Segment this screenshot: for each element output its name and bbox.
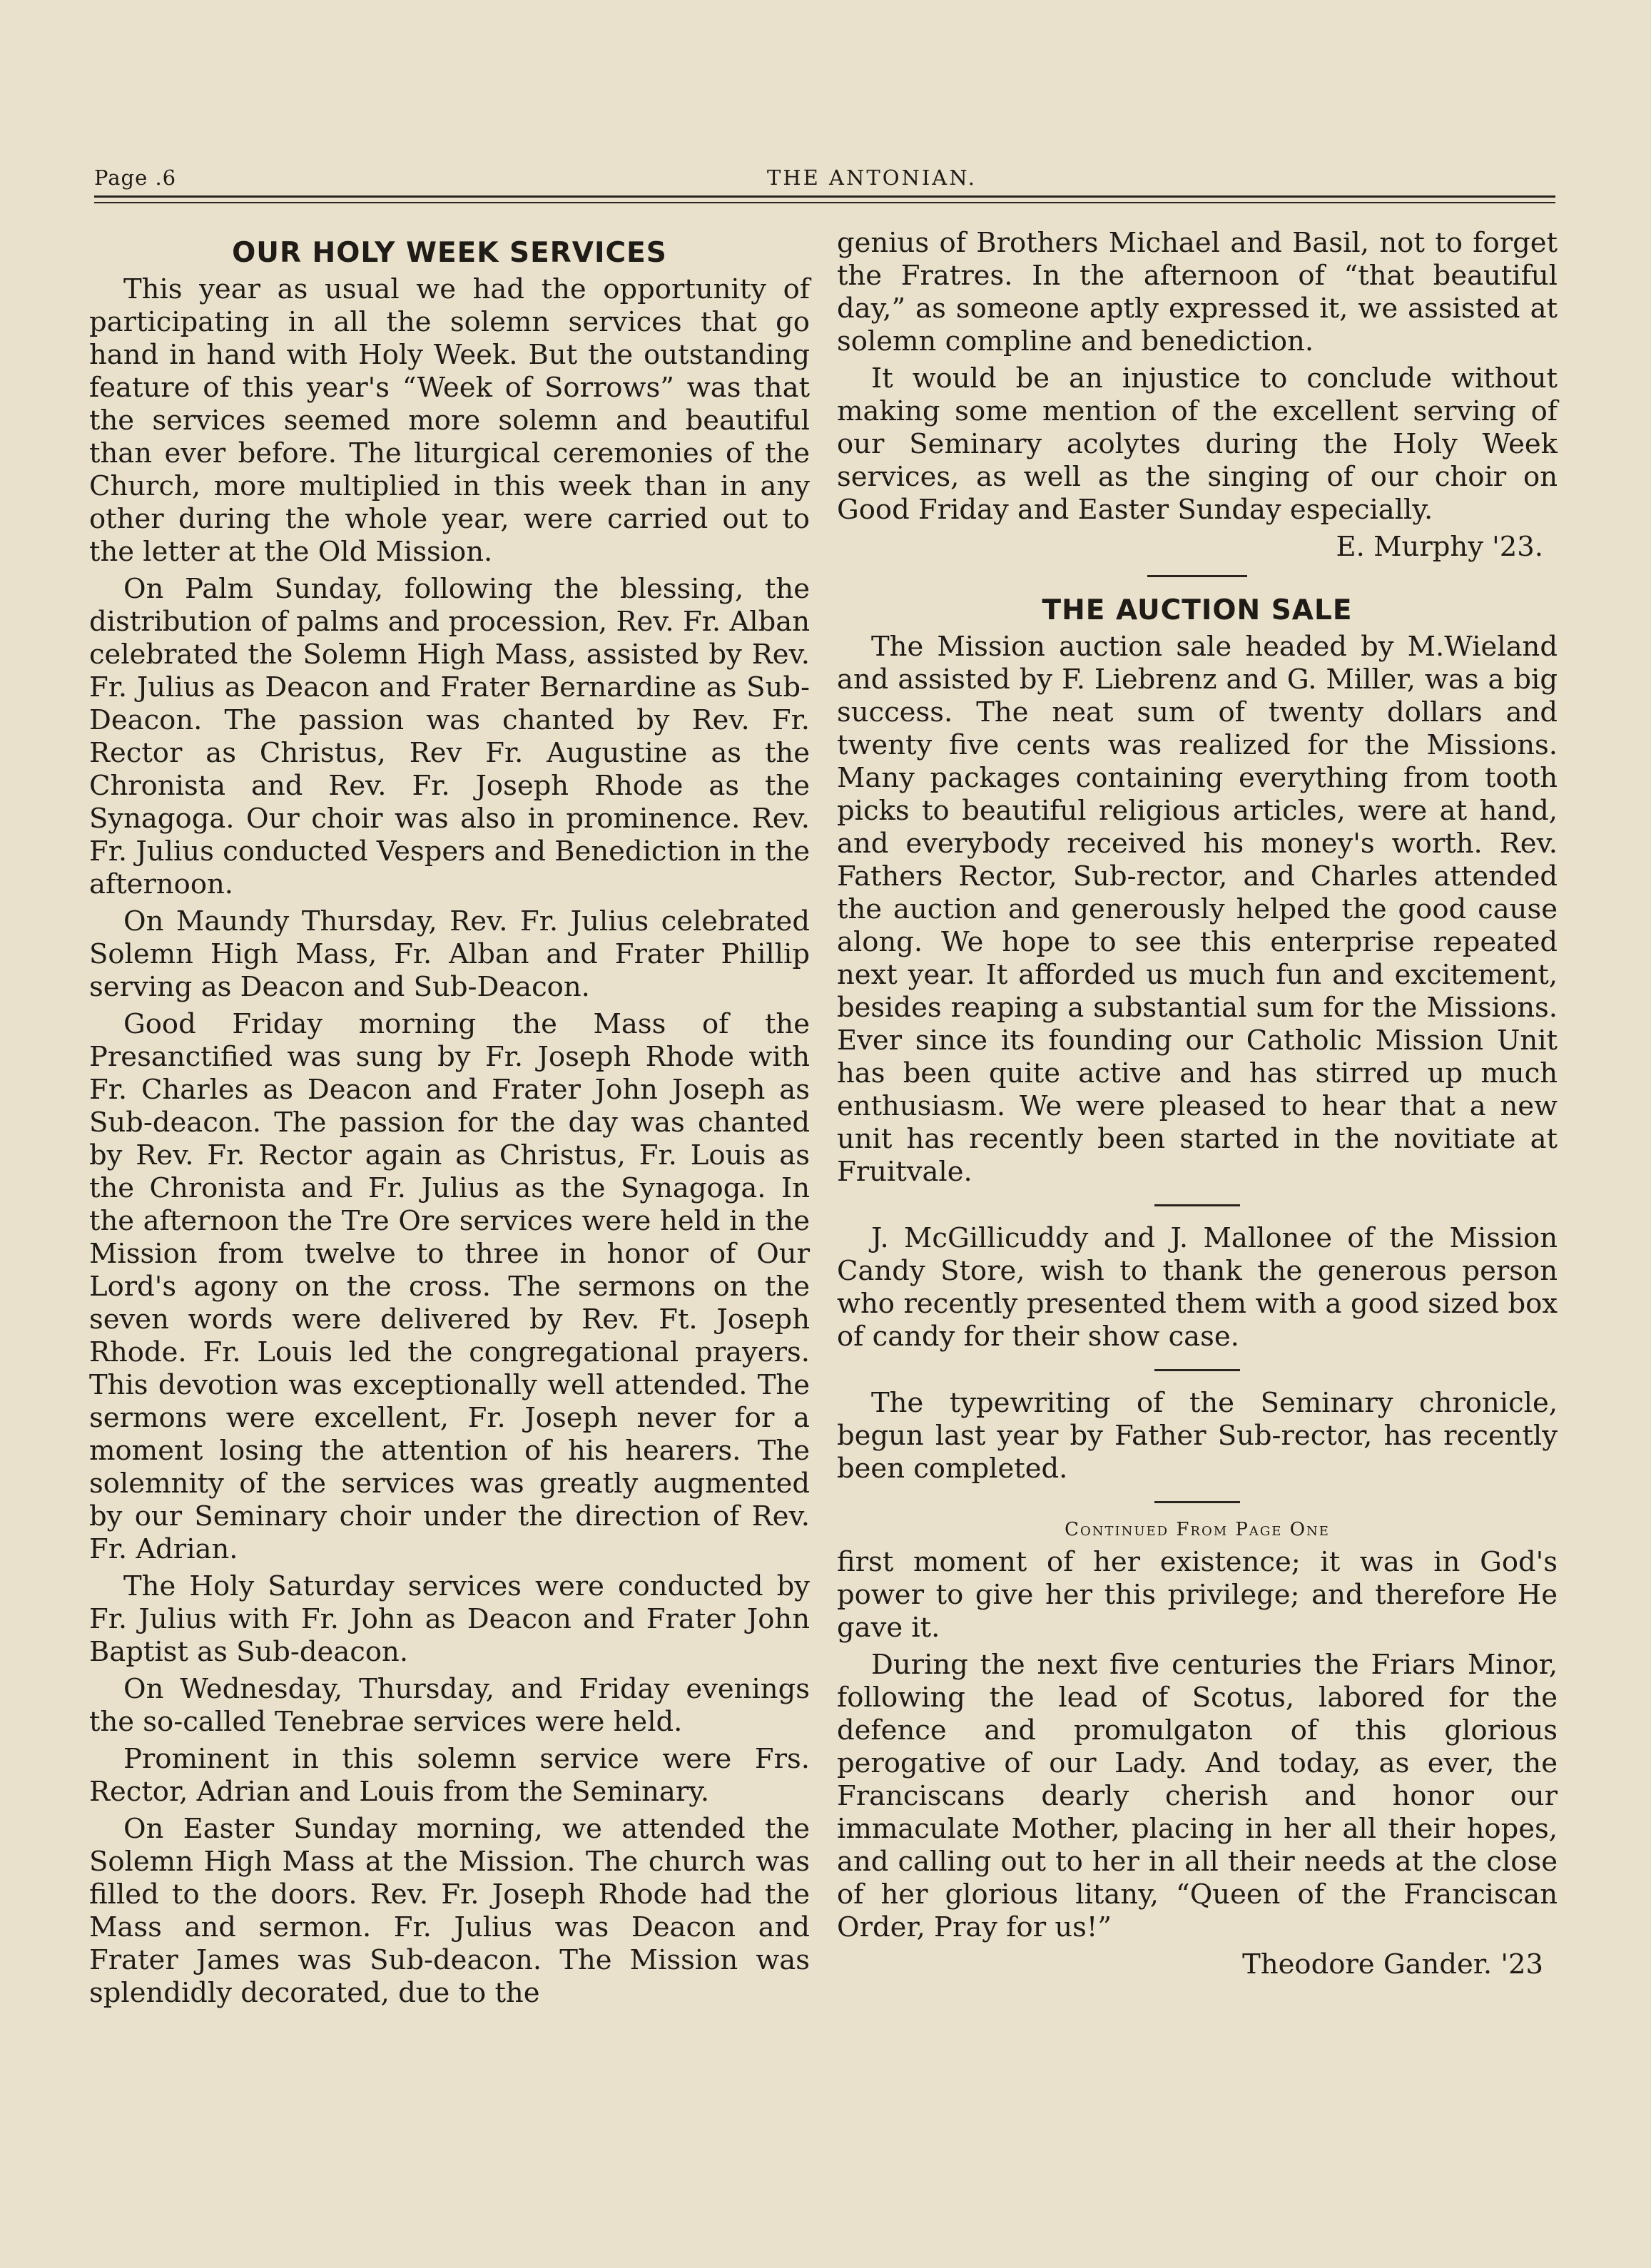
auction-paragraph: The Mission auction sale headed by M.Wieland and assisted by F. Liebrenz and G. Miller, was a big success. The neat sum of twenty dollars and twenty five cents was realized for the Missions. Many packages containing everything from tooth picks to beautiful religious articles, were at hand, and everybody received his money's worth. Rev. Fathers Rector, Sub-rector, and Charles attended the auction and generously helped the good cause along. We hope to see this enterprise repeated next year. It afforded us much fun and excitement, besides reaping a substantial sum for the Missions. Ever since its founding our Catholic Mission Unit has been quite active and has stirred up much enthusiasm. We were pleased to hear that a new unit has recently been started in the novitiate at Fruitvale. <box>837 631 1558 1188</box>
holy-week-paragraph-3: On Maundy Thursday, Rev. Fr. Julius celebrated Solemn High Mass, Fr. Alban and Frater Phillip serving as Deacon and Sub-Deacon. <box>89 905 810 1003</box>
holy-week-paragraph-4: Good Friday morning the Mass of the Presanctified was sung by Fr. Joseph Rhode with Fr. Charles as Deacon and Frater John Joseph as Sub-deacon. The passion for the day was chanted by Rev. Fr. Rector again as Christus, Fr. Louis as the Chronista and Fr. Julius as the Synagoga. In the afternoon the Tre Ore services were held in the Mission from twelve to three in honor of Our Lord's agony on the cross. The sermons on the seven words were delivered by Rev. Ft. Joseph Rhode. Fr. Louis led the congregational prayers. This devotion was exceptionally well attended. The sermons were excellent, Fr. Joseph never for a moment losing the attention of his hearers. The solemnity of the services was greatly augmented by our Seminary choir under the direction of Rev. Fr. Adrian. <box>89 1008 810 1565</box>
continued-paragraph-1: first moment of her existence; it was in God's power to give her this privilege; and therefore He gave it. <box>837 1546 1558 1644</box>
candy-store-paragraph: J. McGillicuddy and J. Mallonee of the Mission Candy Store, wish to thank the generous person who recently presented them with a good sized box of candy for their show case. <box>837 1222 1558 1353</box>
holy-week-paragraph-1: This year as usual we had the opportunity of participating in all the solemn services that go hand in hand with Holy Week. But the outstanding feature of this year's “Week of Sorrows” was that the services seemed more solemn and beautiful than ever before. The liturgical ceremonies of the Church, more multiplied in this week than in any other during the whole year, were carried out to the letter at the Old Mission. <box>89 273 810 568</box>
holy-week-continuation-1: genius of Brothers Michael and Basil, not to forget the Fratres. In the afternoon of “that beautiful day,” as someone aptly expressed it, we assisted at solemn compline and benediction. <box>837 227 1558 357</box>
article-heading-auction: THE AUCTION SALE <box>1042 594 1353 626</box>
header-rule-bottom <box>94 202 1555 203</box>
continued-signature: Theodore Gander. '23 <box>1242 1948 1543 1980</box>
page-header <box>94 166 1555 191</box>
section-divider <box>1154 1501 1240 1503</box>
right-column <box>837 227 1558 1981</box>
left-column <box>89 227 810 2014</box>
continued-paragraph-2: During the next five centuries the Friars Minor, following the lead of Scotus, labored for the defence and promulgaton of this glorious perogative of our Lady. And today, as ever, the Franciscans dearly cherish and honor our immaculate Mother, placing in her all their hopes, and calling out to her in all their needs at the close of her glorious litany, “Queen of the Franciscan Order, Pray for us!” <box>837 1649 1558 1943</box>
holy-week-paragraph-8: On Easter Sunday morning, we attended the Solemn High Mass at the Mission. The church was filled to the doors. Rev. Fr. Joseph Rhode had the Mass and sermon. Fr. Julius was Deacon and Frater James was Sub-deacon. The Mission was splendidly decorated, due to the <box>89 1813 810 2009</box>
holy-week-continuation-2: It would be an injustice to conclude without making some mention of the excellent serving of our Seminary acolytes during the Holy Week services, as well as the singing of our choir on Good Friday and Easter Sunday especially. <box>837 362 1558 526</box>
page-number: Page .6 <box>94 166 177 190</box>
section-divider <box>1147 575 1247 577</box>
holy-week-paragraph-6: On Wednesday, Thursday, and Friday evenings the so-called Tenebrae services were held. <box>89 1673 810 1738</box>
holy-week-paragraph-2: On Palm Sunday, following the blessing, the distribution of palms and procession, Rev. Fr. Alban celebrated the Solemn High Mass, assisted by Rev. Fr. Julius as Deacon and Frater Bernardine as Sub-Deacon. The passion was chanted by Rev. Fr. Rector as Christus, Rev Fr. Augustine as the Chronista and Rev. Fr. Joseph Rhode as the Synagoga. Our choir was also in prominence. Rev. Fr. Julius conducted Vespers and Benediction in the afternoon. <box>89 573 810 900</box>
holy-week-signature: E. Murphy '23. <box>1336 531 1543 563</box>
continued-from-label: Continued From Page One <box>1065 1519 1330 1540</box>
article-heading-holy-week: OUR HOLY WEEK SERVICES <box>232 237 667 269</box>
section-divider <box>1154 1204 1240 1206</box>
header-rule-top <box>94 195 1555 198</box>
publication-title: THE ANTONIAN. <box>767 166 977 190</box>
section-divider <box>1154 1369 1240 1371</box>
holy-week-paragraph-5: The Holy Saturday services were conducted by Fr. Julius with Fr. John as Deacon and Frater John Baptist as Sub-deacon. <box>89 1570 810 1668</box>
holy-week-paragraph-7: Prominent in this solemn service were Frs. Rector, Adrian and Louis from the Seminary. <box>89 1743 810 1808</box>
typewriting-paragraph: The typewriting of the Seminary chronicle, begun last year by Father Sub-rector, has recently been completed. <box>837 1387 1558 1485</box>
